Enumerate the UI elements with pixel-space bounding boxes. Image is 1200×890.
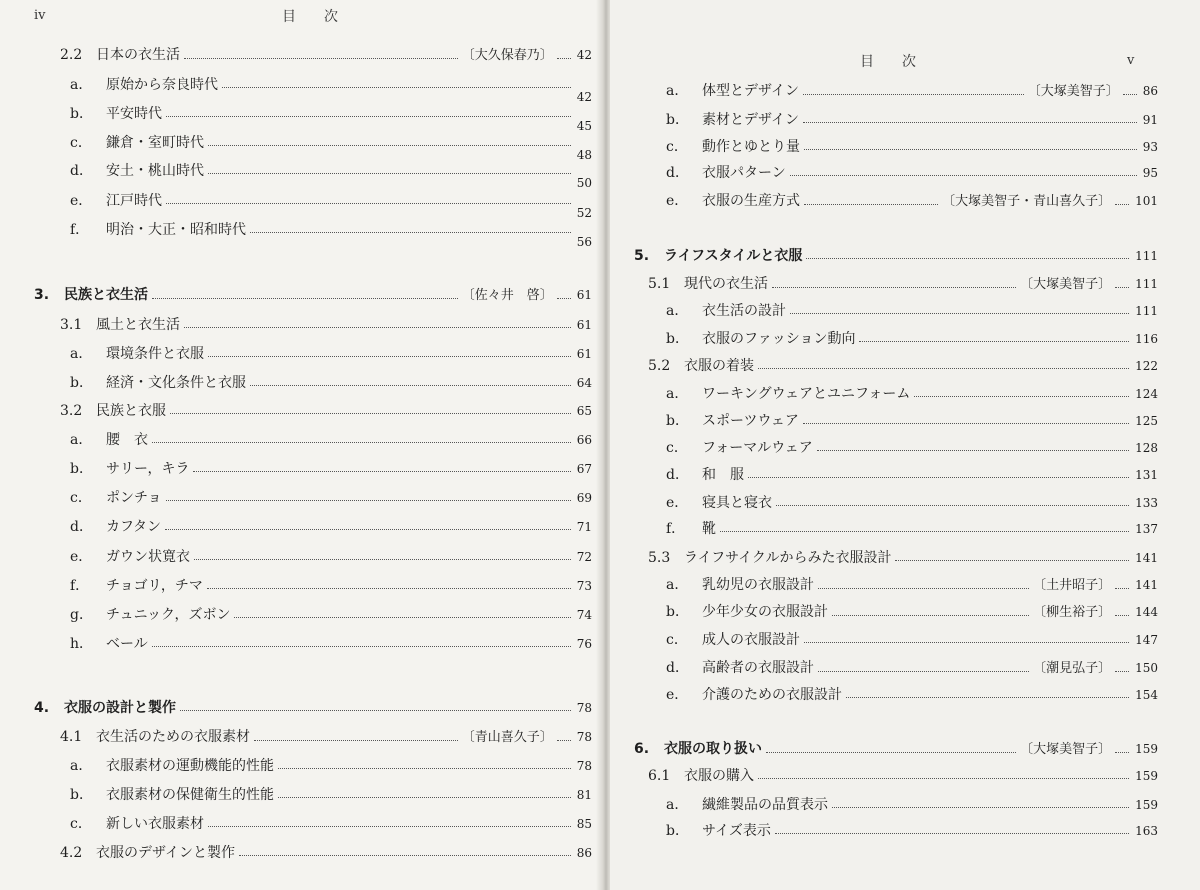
dot-leader	[208, 355, 571, 357]
toc-entry	[666, 192, 1158, 211]
dot-leader	[832, 806, 1129, 808]
toc-entry-number: c．	[666, 440, 688, 456]
dot-leader	[775, 832, 1129, 834]
toc-entry-number: f．	[70, 578, 90, 594]
toc-entry-title: 素材とデザイン	[702, 112, 800, 128]
dot-leader	[1115, 203, 1129, 205]
toc-entry-page: 86	[1142, 84, 1158, 98]
dot-leader	[207, 587, 571, 589]
toc-entry-title: 介護のための衣服設計	[702, 687, 842, 703]
toc-entry	[70, 606, 592, 624]
toc-entry-page: 159	[1135, 769, 1158, 783]
toc-entry-page: 76	[576, 637, 592, 651]
toc-entry-page: 71	[576, 520, 592, 534]
toc-entry-page: 163	[1135, 824, 1158, 838]
dot-leader	[166, 202, 571, 204]
toc-entry-author: 〔土井昭子〕	[1033, 578, 1112, 593]
toc-entry-page: 150	[1135, 661, 1158, 675]
toc-entry-page: 45	[576, 119, 592, 133]
toc-entry-page: 65	[576, 404, 592, 418]
toc-entry-title: 江戸時代	[106, 193, 162, 209]
toc-entry-page: 93	[1142, 140, 1158, 154]
dot-leader	[222, 86, 571, 88]
toc-entry-title: ライフサイクルからみた衣服設計	[684, 550, 892, 566]
toc-entry	[666, 412, 1158, 430]
dot-leader	[184, 326, 571, 328]
dot-leader	[804, 641, 1129, 643]
toc-entry-page: 64	[576, 376, 592, 390]
dot-leader	[193, 470, 570, 472]
toc-entry	[666, 82, 1158, 101]
toc-entry-page: 159	[1135, 742, 1158, 756]
toc-entry	[666, 330, 1158, 348]
toc-entry	[70, 105, 592, 133]
toc-entry-title: 衣服の購入	[684, 768, 754, 784]
toc-entry-number: a．	[666, 577, 689, 593]
toc-entry-title: ポンチョ	[106, 490, 162, 506]
toc-entry-page: 78	[576, 730, 592, 744]
dot-leader	[846, 696, 1129, 698]
dot-leader	[1115, 614, 1129, 616]
toc-entry-page: 147	[1135, 633, 1158, 647]
toc-entry-number: e．	[70, 549, 93, 565]
toc-entry	[666, 659, 1158, 678]
dot-leader	[557, 739, 571, 741]
toc-entry-number: d．	[666, 660, 689, 676]
dot-leader	[758, 777, 1129, 779]
toc-entry-author: 〔大塚美智子〕	[1020, 277, 1112, 292]
toc-entry-page: 78	[576, 701, 592, 715]
toc-entry-title: 靴	[702, 521, 716, 537]
toc-entry-title: 和 服	[702, 467, 744, 483]
toc-entry-author: 〔青山喜久子〕	[461, 730, 553, 745]
dot-leader	[720, 530, 1129, 532]
toc-entry-title: 衣服の着装	[684, 358, 754, 374]
toc-entry-number: a．	[666, 303, 689, 319]
toc-entry-page: 81	[576, 788, 592, 802]
toc-entry-page: 111	[1135, 304, 1158, 318]
dot-leader	[914, 395, 1129, 397]
dot-leader	[818, 670, 1029, 672]
toc-entry-page: 69	[576, 491, 592, 505]
toc-entry-number: 5.3	[648, 550, 671, 566]
toc-entry-page: 67	[576, 462, 592, 476]
toc-entry-number: 4.	[34, 700, 50, 716]
toc-entry	[70, 221, 592, 249]
toc-entry-title: 衣服のデザインと製作	[96, 845, 236, 861]
toc-entry-title: ベール	[106, 636, 148, 652]
toc-entry-title: 鎌倉・室町時代	[106, 135, 204, 151]
dot-leader	[766, 751, 1016, 753]
toc-entry-page: 131	[1135, 468, 1158, 482]
toc-entry-number: a．	[666, 797, 689, 813]
toc-entry	[60, 402, 592, 420]
toc-entry-number: a．	[70, 758, 93, 774]
toc-entry-number: c．	[666, 632, 688, 648]
toc-entry	[70, 577, 592, 595]
toc-entry	[70, 345, 592, 363]
toc-entry-title: 体型とデザイン	[702, 83, 800, 99]
toc-entry-page: 125	[1135, 414, 1158, 428]
dot-leader	[803, 422, 1129, 424]
toc-entry	[648, 767, 1158, 785]
toc-entry-author: 〔柳生裕子〕	[1033, 605, 1112, 620]
toc-entry	[70, 162, 592, 190]
toc-entry-title: チョゴリ，チマ	[106, 578, 203, 594]
dot-leader	[557, 297, 571, 299]
toc-entry	[34, 699, 592, 717]
toc-entry-title: 成人の衣服設計	[702, 632, 800, 648]
toc-entry-title: 乳幼児の衣服設計	[702, 577, 814, 593]
dot-leader	[166, 115, 571, 117]
toc-entry-page: 111	[1135, 249, 1158, 263]
toc-entry-title: 衣服素材の運動機能的性能	[106, 758, 274, 774]
toc-entry-number: b．	[70, 461, 93, 477]
dot-leader	[817, 449, 1129, 451]
toc-entry-number: d．	[666, 165, 689, 181]
toc-entry	[648, 549, 1158, 567]
dot-leader	[803, 121, 1137, 123]
toc-entry-title: 経済・文化条件と衣服	[106, 375, 246, 391]
toc-entry-number: b．	[70, 106, 93, 122]
toc-entry-title: 衣服の生産方式	[702, 193, 800, 209]
toc-entry-author: 〔大塚美智子・青山喜久子〕	[942, 194, 1112, 209]
toc-entry-title: 民族と衣服	[96, 403, 166, 419]
toc-entry	[60, 46, 592, 65]
dot-leader	[152, 441, 571, 443]
dot-leader	[832, 614, 1029, 616]
toc-entry-number: b．	[666, 823, 689, 839]
toc-entry-number: c．	[70, 816, 92, 832]
dot-leader	[1115, 751, 1129, 753]
toc-entry	[666, 439, 1158, 457]
toc-entry-title: 繊維製品の品質表示	[702, 797, 828, 813]
left-running-head: 目 次	[282, 9, 338, 25]
toc-entry-number: e．	[666, 687, 689, 703]
dot-leader	[184, 57, 458, 59]
dot-leader	[152, 645, 571, 647]
toc-entry-number: h．	[70, 636, 94, 652]
toc-entry-author: 〔佐々井 啓〕	[461, 288, 553, 303]
toc-entry-number: b．	[70, 787, 93, 803]
toc-entry	[666, 822, 1158, 840]
toc-entry-title: 原始から奈良時代	[106, 77, 218, 93]
toc-entry	[666, 138, 1158, 156]
toc-entry	[60, 316, 592, 334]
dot-leader	[772, 286, 1016, 288]
toc-entry	[70, 518, 592, 536]
toc-entry-number: c．	[70, 135, 92, 151]
toc-entry	[70, 134, 592, 162]
toc-entry-title: 腰 衣	[106, 432, 148, 448]
toc-entry-title: 環境条件と衣服	[106, 346, 204, 362]
toc-entry	[70, 76, 592, 104]
dot-leader	[278, 796, 571, 798]
dot-leader	[166, 499, 571, 501]
dot-leader	[790, 312, 1129, 314]
toc-entry-page: 48	[576, 148, 592, 162]
toc-entry-number: g．	[70, 607, 93, 623]
dot-leader	[180, 709, 571, 711]
toc-entry-title: 衣服の設計と製作	[64, 700, 176, 716]
toc-entry-number: a．	[70, 432, 93, 448]
toc-entry-number: 3.2	[60, 403, 83, 419]
toc-entry-number: b．	[666, 331, 689, 347]
toc-entry-page: 56	[576, 235, 592, 249]
toc-entry	[648, 275, 1158, 294]
toc-entry-number: e．	[666, 193, 689, 209]
dot-leader	[250, 231, 571, 233]
toc-entry	[70, 635, 592, 653]
toc-entry-page: 74	[576, 608, 592, 622]
dot-leader	[1115, 286, 1129, 288]
toc-entry-page: 116	[1135, 332, 1158, 346]
toc-entry-page: 61	[576, 288, 592, 302]
dot-leader	[254, 739, 458, 741]
dot-leader	[208, 144, 571, 146]
toc-entry-page: 128	[1135, 441, 1158, 455]
toc-entry	[666, 466, 1158, 484]
toc-entry	[666, 164, 1158, 182]
toc-entry-page: 95	[1142, 166, 1158, 180]
toc-entry-page: 86	[576, 846, 592, 860]
dot-leader	[557, 57, 571, 59]
toc-entry-page: 101	[1135, 194, 1158, 208]
toc-entry-title: サイズ表示	[702, 823, 771, 839]
toc-entry-number: 3.	[34, 287, 50, 303]
toc-entry	[70, 815, 592, 833]
right-running-head: 目 次	[860, 54, 916, 70]
toc-entry-title: チュニック，ズボン	[106, 607, 231, 623]
toc-entry-number: f．	[70, 222, 90, 238]
toc-entry	[70, 548, 592, 566]
toc-entry-page: 111	[1135, 277, 1158, 291]
toc-entry-title: 現代の衣生活	[684, 276, 768, 292]
dot-leader	[790, 174, 1137, 176]
toc-entry-title: 衣服の取り扱い	[664, 741, 762, 757]
dot-leader	[1115, 670, 1129, 672]
toc-entry-page: 61	[576, 318, 592, 332]
toc-entry-page: 137	[1135, 522, 1158, 536]
toc-entry-number: 4.1	[60, 729, 83, 745]
toc-entry-author: 〔大塚美智子〕	[1027, 84, 1119, 99]
toc-entry-page: 154	[1135, 688, 1158, 702]
toc-entry-number: a．	[70, 77, 93, 93]
toc-entry	[666, 796, 1158, 814]
toc-entry	[70, 192, 592, 220]
right-page-number: v	[1127, 53, 1135, 68]
toc-entry-page: 72	[576, 550, 592, 564]
toc-entry-page: 73	[576, 579, 592, 593]
toc-entry-number: 6.	[634, 741, 650, 757]
dot-leader	[170, 412, 571, 414]
dot-leader	[208, 825, 571, 827]
toc-entry-title: 民族と衣生活	[64, 287, 148, 303]
toc-entry-page: 78	[576, 759, 592, 773]
dot-leader	[208, 172, 571, 174]
toc-entry-number: a．	[666, 83, 689, 99]
dot-leader	[806, 257, 1129, 259]
toc-entry	[70, 786, 592, 804]
toc-entry-number: e．	[70, 193, 93, 209]
dot-leader	[165, 528, 571, 530]
toc-entry-title: 平安時代	[106, 106, 162, 122]
dot-leader	[776, 504, 1129, 506]
toc-entry-number: e．	[666, 495, 689, 511]
toc-entry-page: 144	[1135, 605, 1158, 619]
toc-entry-author: 〔大塚美智子〕	[1020, 742, 1112, 757]
toc-entry-title: 衣生活のための衣服素材	[96, 729, 250, 745]
toc-entry	[70, 460, 592, 478]
toc-entry	[634, 740, 1158, 759]
toc-entry-number: 3.1	[60, 317, 83, 333]
toc-entry-page: 141	[1135, 578, 1158, 592]
toc-entry-title: 高齢者の衣服設計	[702, 660, 814, 676]
toc-entry	[666, 494, 1158, 512]
dot-leader	[818, 587, 1029, 589]
toc-entry-title: ライフスタイルと衣服	[664, 248, 803, 264]
dot-leader	[895, 559, 1129, 561]
toc-entry	[666, 520, 1158, 538]
toc-entry-number: 5.1	[648, 276, 671, 292]
toc-entry	[70, 757, 592, 775]
toc-entry-page: 91	[1142, 113, 1158, 127]
toc-entry	[70, 431, 592, 449]
toc-entry-title: サリー，キラ	[106, 461, 190, 477]
toc-entry-page: 61	[576, 347, 592, 361]
toc-entry	[60, 728, 592, 747]
toc-entry	[666, 302, 1158, 320]
toc-entry-number: c．	[70, 490, 92, 506]
dot-leader	[234, 616, 570, 618]
toc-entry	[648, 357, 1158, 375]
toc-entry	[70, 489, 592, 507]
toc-entry-title: 衣生活の設計	[702, 303, 786, 319]
toc-entry-number: a．	[666, 386, 689, 402]
toc-entry-number: b．	[666, 112, 689, 128]
toc-entry-title: ガウン状寛衣	[106, 549, 190, 565]
toc-entry	[666, 111, 1158, 129]
toc-entry-title: フォーマルウェア	[702, 440, 813, 456]
dot-leader	[194, 558, 571, 560]
dot-leader	[278, 767, 571, 769]
toc-entry-number: f．	[666, 521, 686, 537]
toc-entry-number: c．	[666, 139, 688, 155]
toc-entry-number: 5.	[634, 248, 650, 264]
toc-entry-title: 安土・桃山時代	[106, 163, 204, 179]
dot-leader	[1115, 587, 1129, 589]
toc-entry-number: 6.1	[648, 768, 671, 784]
dot-leader	[239, 854, 571, 856]
toc-entry-title: カフタン	[106, 519, 162, 535]
toc-entry-number: b．	[666, 604, 689, 620]
toc-entry-page: 124	[1135, 387, 1158, 401]
toc-entry-title: 新しい衣服素材	[106, 816, 204, 832]
toc-entry-title: 衣服素材の保健衛生的性能	[106, 787, 274, 803]
dot-leader	[748, 476, 1129, 478]
dot-leader	[804, 203, 938, 205]
toc-entry-page: 42	[576, 90, 592, 104]
dot-leader	[250, 384, 571, 386]
toc-entry	[666, 631, 1158, 649]
toc-entry-page: 52	[576, 206, 592, 220]
toc-entry-page: 50	[576, 176, 592, 190]
toc-entry-title: 衣服パターン	[702, 165, 786, 181]
toc-entry-number: 4.2	[60, 845, 83, 861]
toc-entry-title: 日本の衣生活	[96, 47, 180, 63]
toc-entry-page: 141	[1135, 551, 1158, 565]
toc-entry-title: スポーツウェア	[702, 413, 799, 429]
toc-entry-title: 寝具と寝衣	[702, 495, 772, 511]
toc-entry-number: b．	[666, 413, 689, 429]
toc-entry-number: b．	[70, 375, 93, 391]
toc-entry-title: 動作とゆとり量	[702, 139, 800, 155]
dot-leader	[859, 340, 1129, 342]
toc-entry	[666, 603, 1158, 622]
toc-entry-author: 〔潮見弘子〕	[1033, 661, 1112, 676]
toc-entry	[666, 576, 1158, 595]
dot-leader	[803, 93, 1024, 95]
toc-entry	[34, 286, 592, 305]
toc-entry-page: 85	[576, 817, 592, 831]
dot-leader	[758, 367, 1129, 369]
toc-entry	[666, 686, 1158, 704]
toc-entry-title: ワーキングウェアとユニフォーム	[702, 386, 911, 402]
right-page	[610, 0, 1200, 890]
toc-entry-page: 66	[576, 433, 592, 447]
toc-entry	[634, 247, 1158, 265]
toc-entry-page: 159	[1135, 798, 1158, 812]
toc-entry	[70, 374, 592, 392]
toc-entry	[60, 844, 592, 862]
left-page-number: iv	[34, 8, 46, 23]
dot-leader	[152, 297, 458, 299]
toc-entry-author: 〔大久保春乃〕	[461, 48, 553, 63]
toc-entry-page: 122	[1135, 359, 1158, 373]
toc-entry-number: a．	[70, 346, 93, 362]
toc-entry-title: 風土と衣生活	[96, 317, 180, 333]
toc-entry-title: 少年少女の衣服設計	[702, 604, 828, 620]
toc-entry-number: d．	[70, 163, 93, 179]
dot-leader	[1123, 93, 1137, 95]
toc-entry-page: 42	[576, 48, 592, 62]
toc-entry-number: 5.2	[648, 358, 671, 374]
toc-entry-title: 衣服のファッション動向	[702, 331, 856, 347]
toc-entry-number: d．	[70, 519, 93, 535]
dot-leader	[804, 148, 1137, 150]
toc-entry-title: 明治・大正・昭和時代	[106, 222, 246, 238]
toc-entry-page: 133	[1135, 496, 1158, 510]
toc-entry-number: 2.2	[60, 47, 83, 63]
toc-entry-number: d．	[666, 467, 689, 483]
toc-entry	[666, 385, 1158, 403]
